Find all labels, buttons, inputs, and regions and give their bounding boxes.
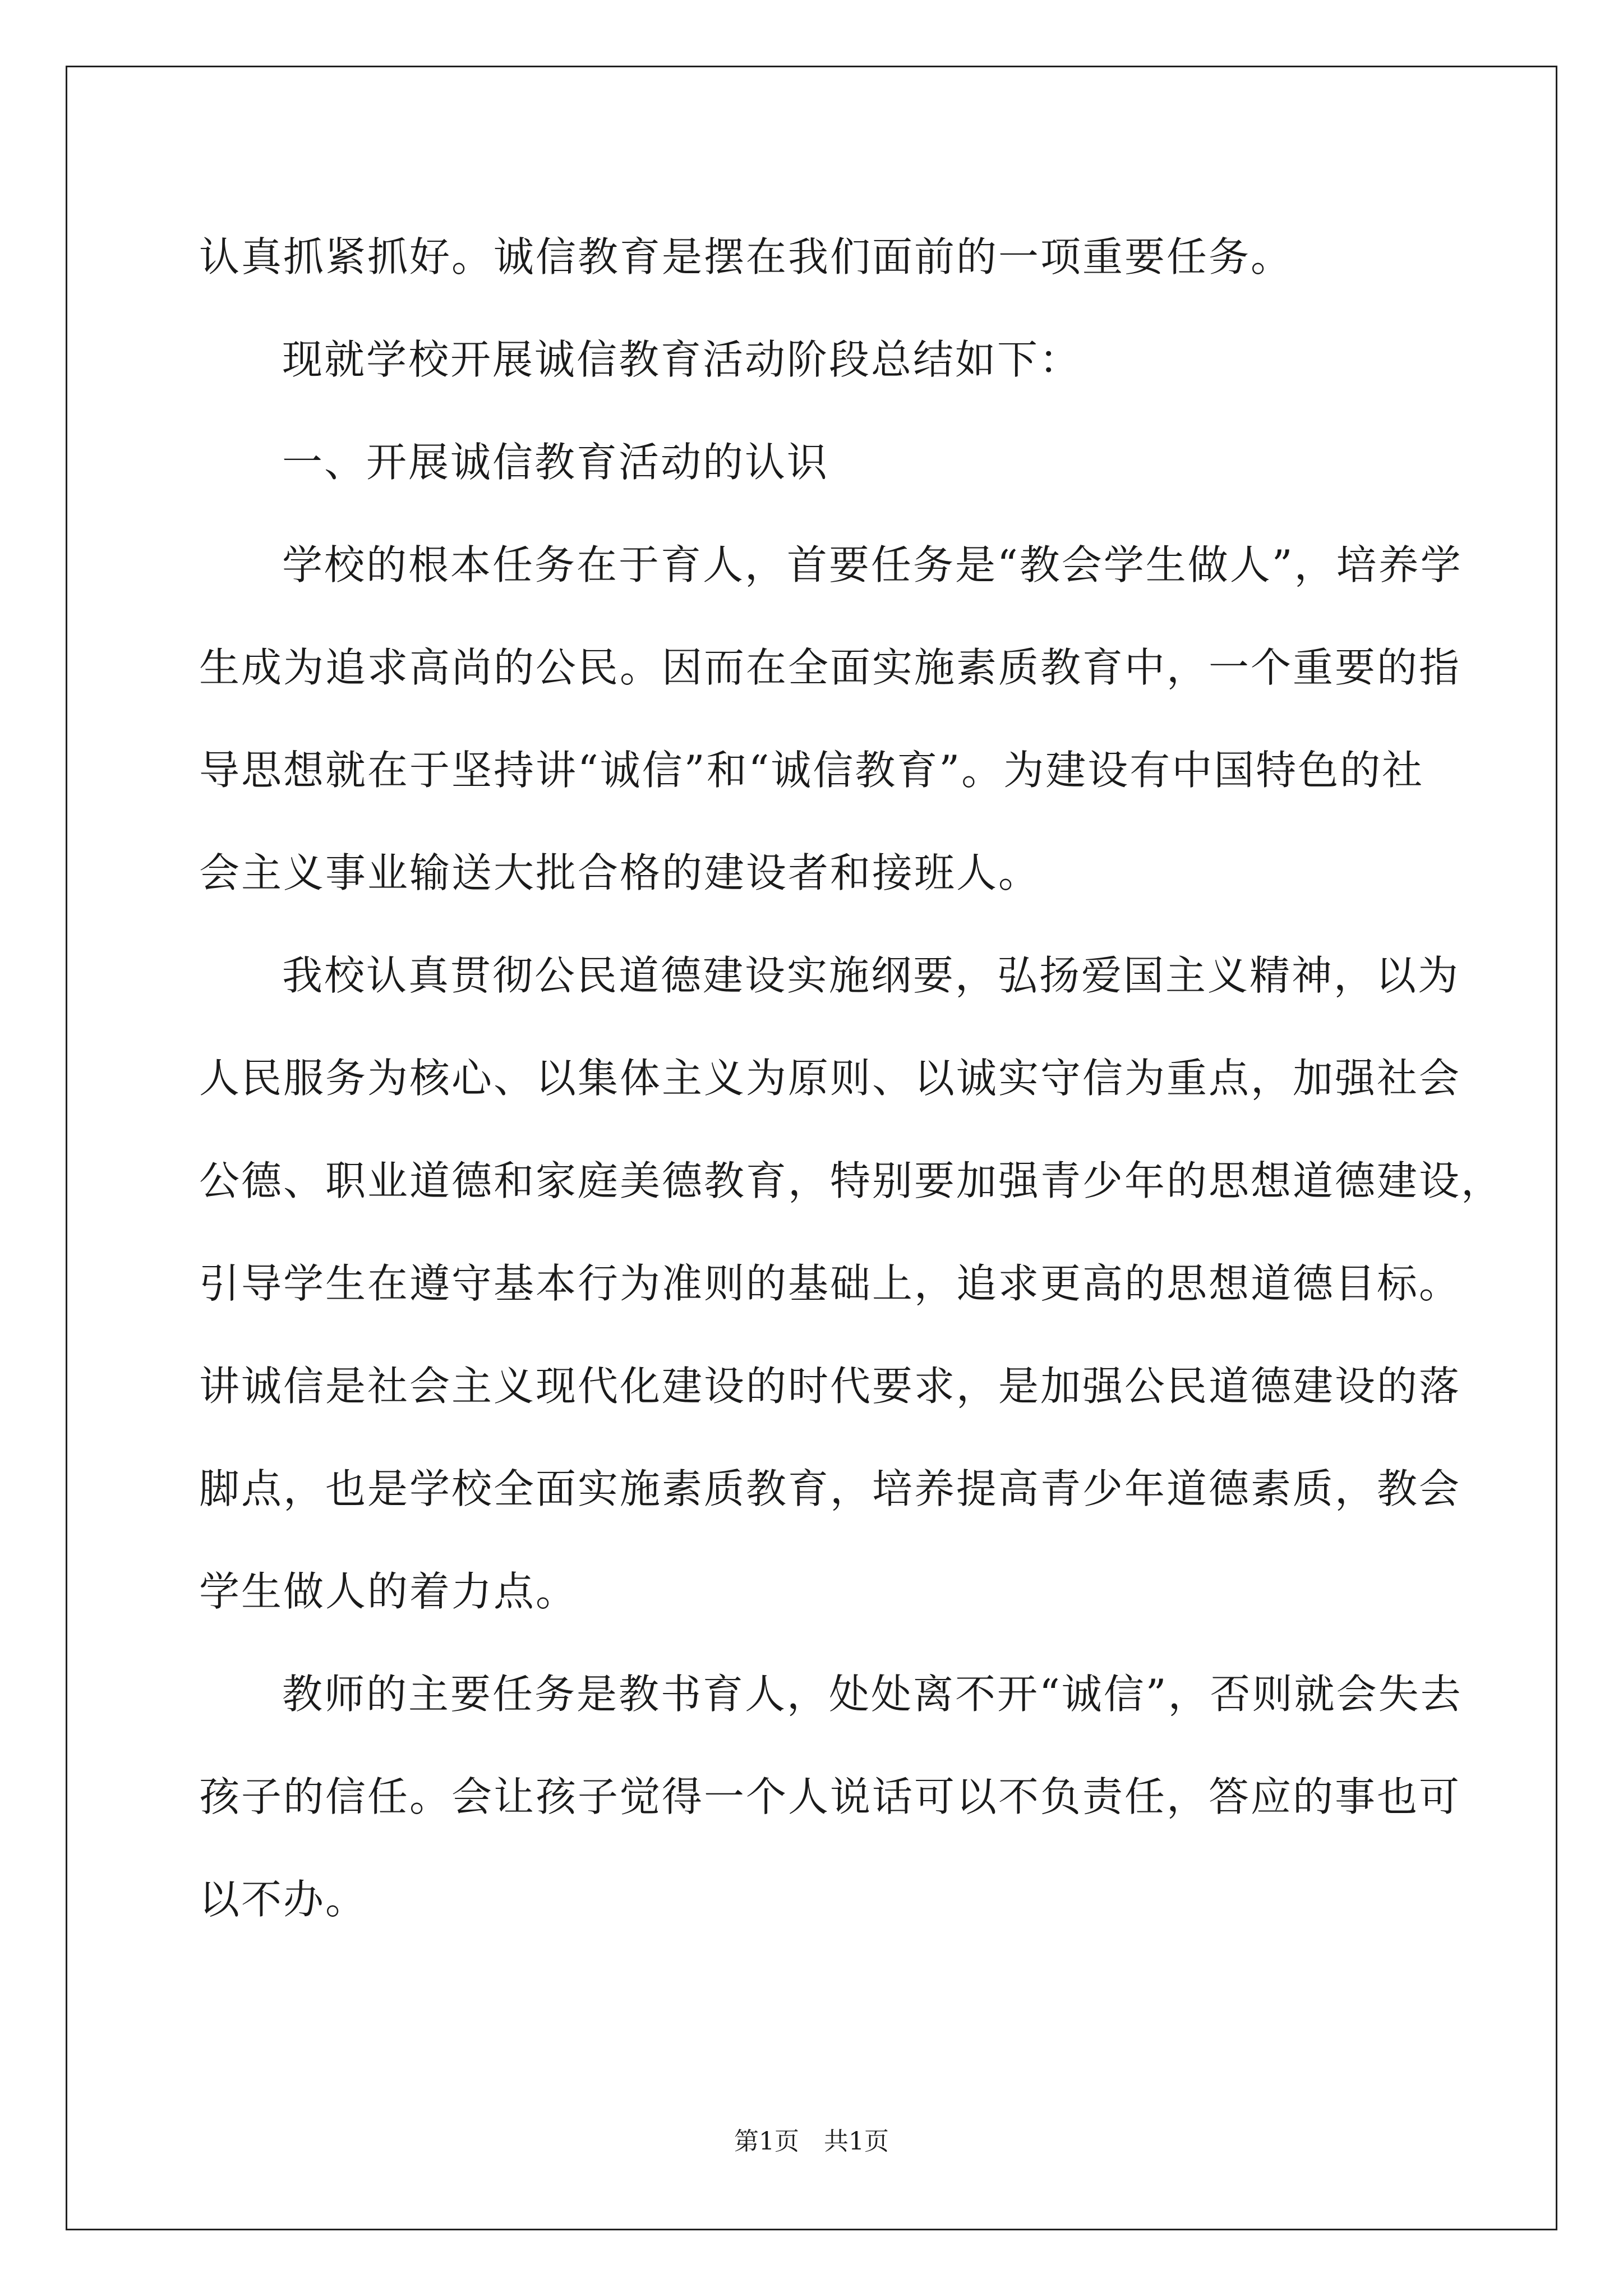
text-line: 现就学校开展诚信教育活动阶段总结如下：: [282, 336, 1082, 383]
text-line: 生成为追求高尚的公民。因而在全面实施素质教育中，一个重要的指: [199, 644, 1461, 691]
text-line: 孩子的信任。会让孩子觉得一个人说话可以不负责任，答应的事也可: [199, 1773, 1461, 1820]
text-line: 引导学生在遵守基本行为准则的基础上，追求更高的思想道德目标。: [199, 1260, 1461, 1307]
text-line: 导思想就在于坚持讲“诚信”和“诚信教育”。为建设有中国特色的社: [199, 747, 1424, 794]
text-line: 以不办。: [199, 1876, 368, 1923]
text-line: 公德、职业道德和家庭美德教育，特别要加强青少年的思想道德建设，: [199, 1157, 1504, 1204]
text-line: 脚点，也是学校全面实施素质教育，培养提高青少年道德素质，教会: [199, 1465, 1461, 1512]
text-line: 学生做人的着力点。: [199, 1568, 578, 1615]
text-line: 我校认真贯彻公民道德建设实施纲要，弘扬爱国主义精神，以为: [282, 952, 1460, 999]
text-line: 讲诚信是社会主义现代化建设的时代要求，是加强公民道德建设的落: [199, 1363, 1461, 1410]
page-number-footer: 第1页 共1页: [734, 2127, 889, 2156]
text-line: 认真抓紧抓好。诚信教育是摆在我们面前的一项重要任务。: [199, 233, 1293, 280]
text-line: 人民服务为核心、以集体主义为原则、以诚实守信为重点，加强社会: [199, 1055, 1461, 1102]
document-body: [199, 206, 1504, 1951]
text-line: 教师的主要任务是教书育人，处处离不开“诚信”，否则就会失去: [282, 1671, 1463, 1718]
section-heading: 一、开展诚信教育活动的认识: [282, 439, 829, 486]
text-line: 会主义事业输送大批合格的建设者和接班人。: [199, 849, 1041, 896]
text-line: 学校的根本任务在于育人，首要任务是“教会学生做人”，培养学: [282, 541, 1463, 588]
